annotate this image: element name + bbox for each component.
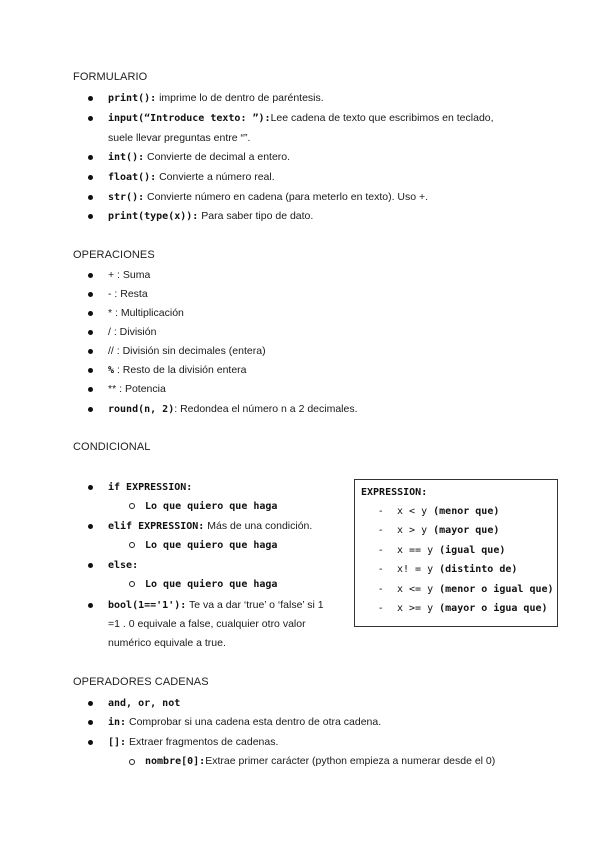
expression-row: [379, 583, 554, 595]
bullet-icon: [88, 407, 93, 412]
expression-desc: (menor o igual que): [433, 584, 554, 595]
item-text: Extrae primer carácter (python empieza a numerar desde el 0): [205, 755, 496, 767]
item-text: Convierte a número real.: [156, 171, 275, 183]
list-item: [108, 382, 166, 396]
code-text: input(“Introduce texto: ”):: [108, 113, 271, 124]
bullet-icon: [88, 563, 93, 568]
item-text: Para saber tipo de dato.: [198, 210, 314, 222]
bullet-icon: [88, 720, 93, 725]
list-item: [108, 111, 494, 126]
expression-text: x >= y: [397, 603, 434, 614]
expression-box: [354, 479, 558, 627]
item-text: : Suma: [114, 269, 151, 281]
dash-text: -: [379, 583, 383, 595]
item-text: : Resta: [111, 288, 148, 300]
code-text: float():: [108, 172, 157, 183]
expression-row: [379, 563, 517, 575]
code-text: else:: [108, 560, 139, 571]
operator-text: //: [108, 345, 114, 357]
bullet-icon: [88, 214, 93, 219]
item-text: Lee cadena de texto que escribimos en teclado,: [270, 112, 494, 124]
bullet-icon: [88, 740, 93, 745]
dash-text: -: [379, 563, 383, 575]
list-item: [108, 363, 247, 378]
list-item: [108, 480, 192, 495]
operator-text: **: [108, 383, 117, 395]
code-text: print(type(x)):: [108, 211, 199, 222]
sub-bullet-icon: [129, 759, 135, 765]
item-text: : División: [110, 326, 157, 338]
bullet-icon: [88, 292, 93, 297]
list-item: [108, 735, 278, 750]
expression-desc: (distinto de): [433, 564, 518, 575]
code-text: str():: [108, 192, 145, 203]
list-item: [108, 715, 381, 730]
list-item: [108, 696, 180, 711]
bullet-icon: [88, 175, 93, 180]
item-text: Extraer fragmentos de cadenas.: [126, 736, 279, 748]
list-item: [108, 306, 184, 320]
dash-text: -: [379, 602, 383, 614]
expression-desc: (mayor o igua que): [433, 603, 548, 614]
item-text: Comprobar si una cadena esta dentro de otra cadena.: [126, 716, 382, 728]
expression-text: x < y: [397, 506, 428, 517]
expression-text: x > y: [397, 525, 428, 536]
sub-bullet-icon: [129, 542, 135, 548]
expression-desc: (igual que): [433, 545, 506, 556]
bullet-icon: [88, 311, 93, 316]
list-item: [108, 268, 150, 282]
list-item: [108, 209, 313, 224]
bullet-icon: [88, 273, 93, 278]
bullet-icon: [88, 330, 93, 335]
code-text: Lo que quiero que haga: [145, 540, 278, 551]
item-text: imprime lo de dentro de paréntesis.: [156, 92, 324, 104]
bullet-icon: [88, 368, 93, 373]
operator-text: +: [108, 269, 115, 281]
dash-text: -: [379, 544, 383, 556]
bullet-icon: [88, 349, 93, 354]
dash-text: -: [379, 505, 383, 517]
sub-list-item: [145, 577, 277, 592]
bullet-icon: [88, 524, 93, 529]
list-item: [108, 91, 324, 106]
code-text: int():: [108, 152, 145, 163]
bullet-icon: [88, 603, 93, 608]
item-text: : Resto de la división entera: [114, 364, 247, 376]
bullet-icon: [88, 485, 93, 490]
list-item: [108, 170, 275, 185]
bullet-icon: [88, 701, 93, 706]
sub-bullet-icon: [129, 503, 135, 509]
item-text: : Multiplicación: [112, 307, 184, 319]
expression-row: [379, 524, 499, 536]
code-text: elif EXPRESSION:: [108, 521, 205, 532]
item-text: Te va a dar ‘true’ o ‘false’ si 1: [186, 599, 324, 611]
operator-text: *: [108, 307, 113, 319]
operator-text: /: [108, 326, 111, 338]
operator-text: %: [108, 365, 115, 376]
sub-list-item: [145, 538, 277, 553]
expression-text: x == y: [397, 545, 434, 556]
list-item: [108, 344, 266, 358]
code-text: in:: [108, 717, 127, 728]
sub-list-item: [145, 499, 277, 514]
item-text: : División sin decimales (entera): [113, 345, 266, 357]
list-item: [108, 287, 148, 301]
expression-desc: (menor que): [427, 506, 500, 517]
code-text: print():: [108, 93, 157, 104]
section-heading-condicional: CONDICIONAL: [73, 441, 151, 453]
bullet-icon: [88, 116, 93, 121]
bullet-icon: [88, 195, 93, 200]
item-text: : Redondea el número n a 2 decimales.: [174, 403, 358, 415]
expression-row: [379, 602, 548, 614]
item-continuation: numérico equivale a true.: [108, 637, 226, 649]
list-item: [108, 598, 324, 613]
item-text: Convierte número en cadena (para meterlo en texto). Uso +.: [144, 191, 429, 203]
section-heading-cadenas: OPERADORES CADENAS: [73, 676, 209, 688]
code-text: Lo que quiero que haga: [145, 501, 278, 512]
item-text: : Potencia: [116, 383, 166, 395]
item-text: Más de una condición.: [204, 520, 313, 532]
expression-text: x <= y: [397, 584, 434, 595]
item-text: Convierte de decimal a entero.: [144, 151, 291, 163]
list-item: [108, 519, 312, 534]
item-continuation: suele llevar preguntas entre “”.: [108, 132, 251, 144]
item-continuation: =1 . 0 equivale a false, cualquier otro valor: [108, 618, 306, 630]
sub-bullet-icon: [129, 581, 135, 587]
code-text: nombre[0]:: [145, 756, 206, 767]
dash-text: -: [379, 524, 383, 536]
bullet-icon: [88, 96, 93, 101]
list-item: [108, 190, 428, 205]
code-text: if EXPRESSION:: [108, 482, 193, 493]
list-item: [108, 325, 156, 339]
expression-text: x! = y: [397, 564, 434, 575]
code-text: []:: [108, 737, 127, 748]
expression-row: [379, 544, 505, 556]
section-heading-formulario: FORMULARIO: [73, 71, 148, 83]
sub-list-item: [145, 754, 495, 769]
code-text: bool(1=='1'):: [108, 600, 187, 611]
expression-desc: (mayor que): [427, 525, 500, 536]
list-item: [108, 402, 358, 417]
list-item: [108, 558, 138, 573]
bullet-icon: [88, 387, 93, 392]
code-text: Lo que quiero que haga: [145, 579, 278, 590]
expression-row: [379, 505, 499, 517]
bullet-icon: [88, 155, 93, 160]
code-text: round(n, 2): [108, 404, 175, 415]
code-text: and, or, not: [108, 698, 181, 709]
expression-box-title: EXPRESSION:: [361, 487, 428, 498]
operator-text: -: [108, 288, 112, 300]
section-heading-operaciones: OPERACIONES: [73, 249, 155, 261]
list-item: [108, 150, 290, 165]
